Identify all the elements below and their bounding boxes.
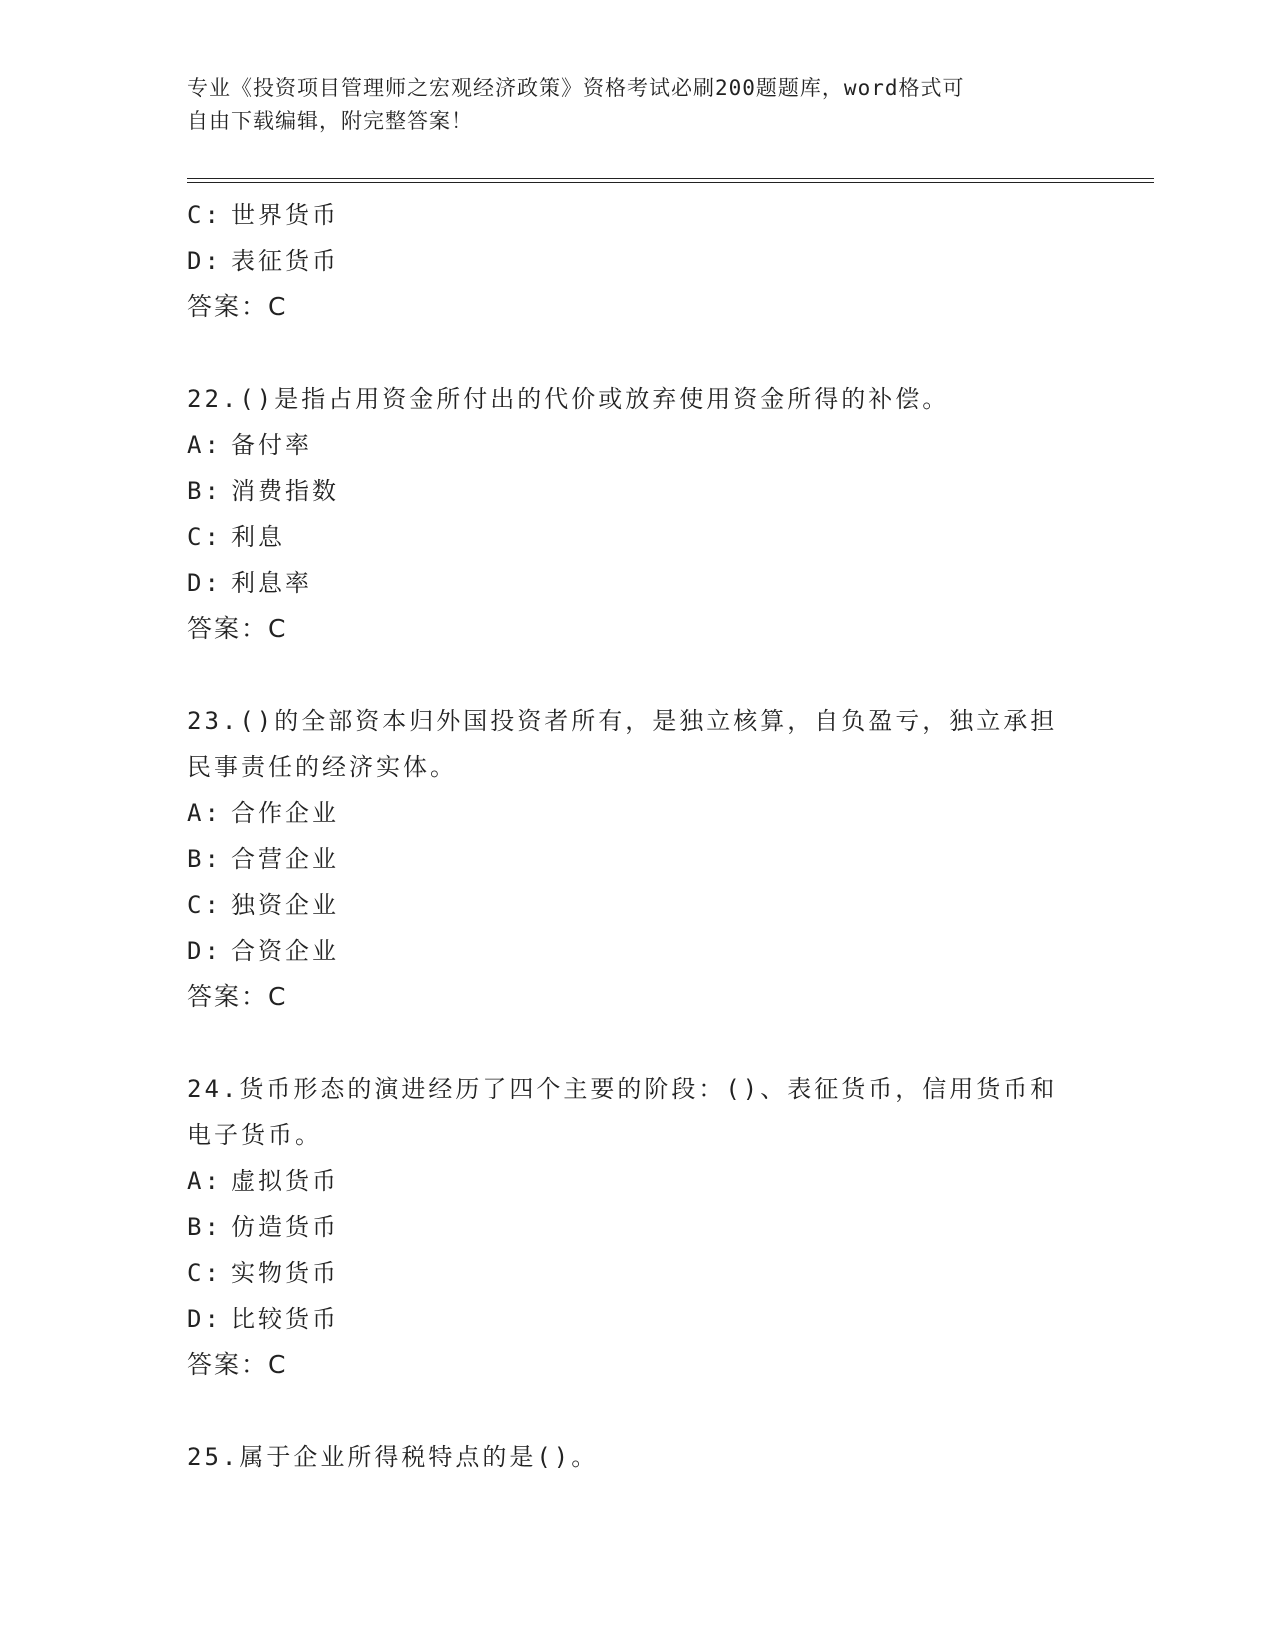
option-d [187, 560, 1087, 606]
option-text: 利息率 [231, 569, 312, 597]
option-a [187, 422, 1087, 468]
option-c [187, 1250, 1087, 1296]
option-c [187, 192, 1087, 238]
option-label: B: [187, 477, 222, 505]
question-stem: 22.()是指占用资金所付出的代价或放弃使用资金所得的补偿。 [187, 385, 950, 413]
option-label: B: [187, 1213, 222, 1241]
option-label: C: [187, 891, 222, 919]
option-b [187, 1204, 1087, 1250]
question-stem: 23.()的全部资本归外国投资者所有，是独立核算，自负盈亏，独立承担民事责任的经济实体。 [187, 707, 1058, 781]
option-label: B: [187, 845, 222, 873]
option-label: A: [187, 1167, 222, 1195]
option-label: A: [187, 431, 222, 459]
question-24 [187, 1066, 1087, 1388]
document-header [187, 72, 1067, 138]
option-label: C: [187, 523, 222, 551]
question-25 [187, 1434, 1087, 1480]
answer-line: 答案：C [187, 1350, 288, 1379]
option-d [187, 1296, 1087, 1342]
option-text: 合作企业 [231, 799, 339, 827]
option-text: 独资企业 [231, 891, 339, 919]
question-stem: 25.属于企业所得税特点的是()。 [187, 1443, 599, 1471]
option-text: 利息 [231, 523, 285, 551]
option-c [187, 882, 1087, 928]
question-22 [187, 376, 1087, 652]
option-text: 仿造货币 [231, 1213, 339, 1241]
option-a [187, 790, 1087, 836]
option-text: 虚拟货币 [231, 1167, 339, 1195]
option-label: D: [187, 569, 222, 597]
spacer [187, 1020, 1087, 1066]
option-text: 合资企业 [231, 937, 339, 965]
header-line-2: 自由下载编辑，附完整答案！ [187, 109, 473, 133]
question-stem: 24.货币形态的演进经历了四个主要的阶段：()、表征货币，信用货币和电子货币。 [187, 1075, 1058, 1149]
option-text: 消费指数 [231, 477, 339, 505]
spacer [187, 652, 1087, 698]
spacer [187, 330, 1087, 376]
option-label: D: [187, 247, 222, 275]
question-23 [187, 698, 1087, 1020]
header-divider-top [187, 178, 1154, 179]
prev-question-block [187, 192, 1087, 330]
option-label: A: [187, 799, 222, 827]
header-line-1: 专业《投资项目管理师之宏观经济政策》资格考试必刷200题题库，word格式可 [187, 76, 965, 100]
option-c [187, 514, 1087, 560]
option-text: 实物货币 [231, 1259, 339, 1287]
header-divider-bottom [187, 182, 1154, 183]
answer-line: 答案：C [187, 614, 288, 643]
answer-line: 答案：C [187, 292, 288, 321]
option-d [187, 928, 1087, 974]
option-text: 比较货币 [231, 1305, 339, 1333]
option-label: C: [187, 1259, 222, 1287]
option-b [187, 836, 1087, 882]
option-d [187, 238, 1087, 284]
question-list [187, 192, 1087, 1480]
option-text: 世界货币 [231, 201, 339, 229]
option-b [187, 468, 1087, 514]
option-a [187, 1158, 1087, 1204]
option-text: 合营企业 [231, 845, 339, 873]
option-label: C: [187, 201, 222, 229]
option-text: 备付率 [231, 431, 312, 459]
spacer [187, 1388, 1087, 1434]
option-label: D: [187, 1305, 222, 1333]
option-label: D: [187, 937, 222, 965]
answer-line: 答案：C [187, 982, 288, 1011]
option-text: 表征货币 [231, 247, 339, 275]
